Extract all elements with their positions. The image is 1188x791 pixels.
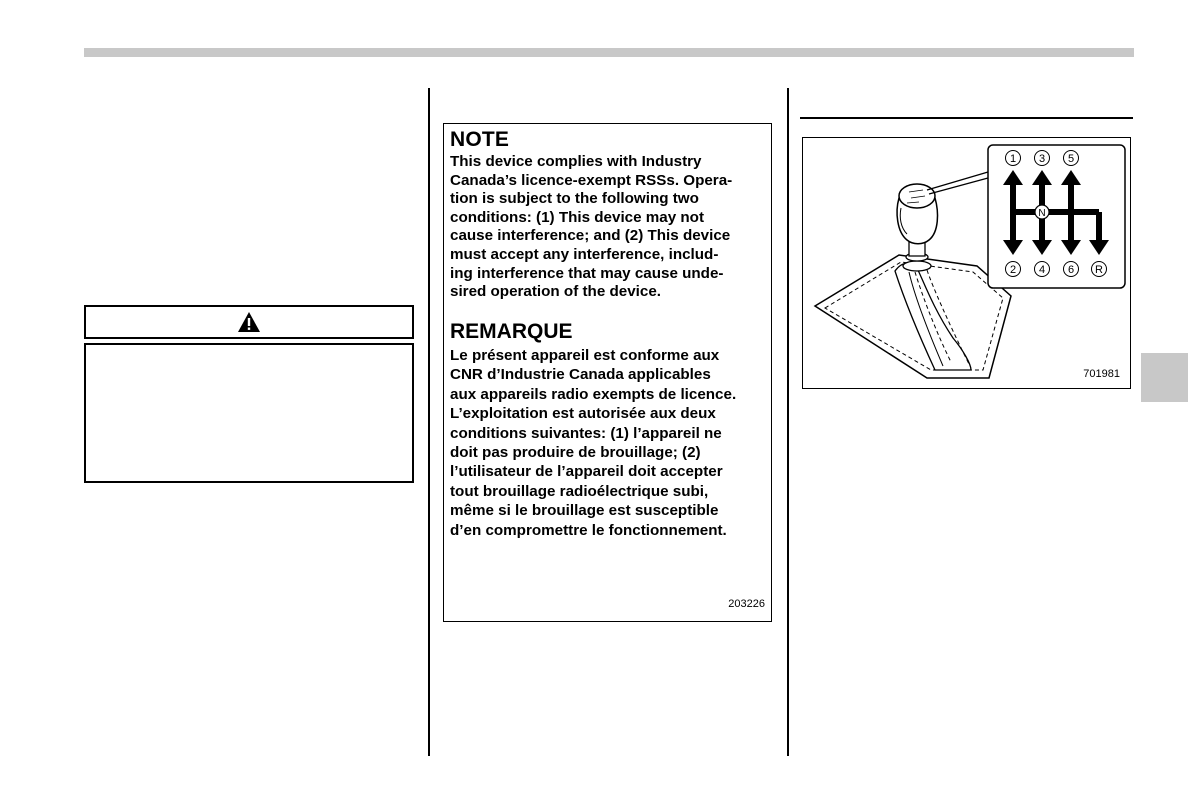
remark-text — [450, 346, 767, 540]
warning-body — [84, 343, 414, 483]
note-line: ing interference that may cause unde- — [450, 264, 724, 282]
chapter-tab — [1141, 353, 1188, 402]
gear-label: 6 — [1067, 264, 1075, 276]
gear-label: 1 — [1009, 153, 1017, 165]
note-line: must accept any interference, includ- — [450, 245, 719, 263]
gear-label: 3 — [1038, 153, 1046, 165]
note-title: NOTE — [450, 128, 510, 151]
note-line: Canada’s licence-exempt RSSs. Opera- — [450, 171, 733, 189]
note-line: conditions: (1) This device may not — [450, 208, 705, 226]
note-code: 203226 — [728, 598, 765, 610]
gear-label: 4 — [1038, 264, 1046, 276]
remark-title: REMARQUE — [450, 320, 573, 343]
note-box — [443, 123, 772, 622]
remark-line: CNR d’Industrie Canada applicables — [450, 366, 711, 384]
section-rule — [800, 117, 1133, 119]
figure-code: 701981 — [1083, 368, 1120, 380]
remark-line: tout brouillage radioélectrique subi, — [450, 482, 709, 500]
remark-line: l’utilisateur de l’appareil doit accepter — [450, 463, 723, 481]
note-text — [450, 153, 767, 302]
note-line: This device complies with Industry — [450, 153, 702, 170]
remark-line: Le présent appareil est conforme aux — [450, 347, 720, 364]
header-bar — [84, 48, 1134, 57]
note-line: tion is subject to the following two — [450, 190, 699, 208]
note-line: sired operation of the device. — [450, 283, 661, 301]
warning-header — [84, 305, 414, 339]
shift-lever-illustration — [803, 138, 1130, 388]
column-divider — [428, 88, 430, 756]
remark-line: aux appareils radio exempts de licence. — [450, 385, 737, 403]
remark-line: conditions suivantes: (1) l’appareil ne — [450, 424, 722, 442]
neutral-label: N — [1038, 208, 1046, 219]
remark-line: même si le brouillage est susceptible — [450, 502, 719, 520]
figure-box — [802, 137, 1131, 389]
note-line: cause interference; and (2) This device — [450, 227, 731, 245]
gear-label: 2 — [1009, 264, 1017, 276]
column-divider — [787, 88, 789, 756]
remark-line: doit pas produire de brouillage; (2) — [450, 444, 701, 462]
remark-line: d’en compromettre le fonctionnement. — [450, 521, 727, 539]
warning-triangle-icon — [238, 312, 260, 332]
remark-line: L’exploitation est autorisée aux deux — [450, 405, 716, 423]
gear-label: 5 — [1067, 153, 1075, 165]
gear-label: R — [1095, 264, 1103, 276]
